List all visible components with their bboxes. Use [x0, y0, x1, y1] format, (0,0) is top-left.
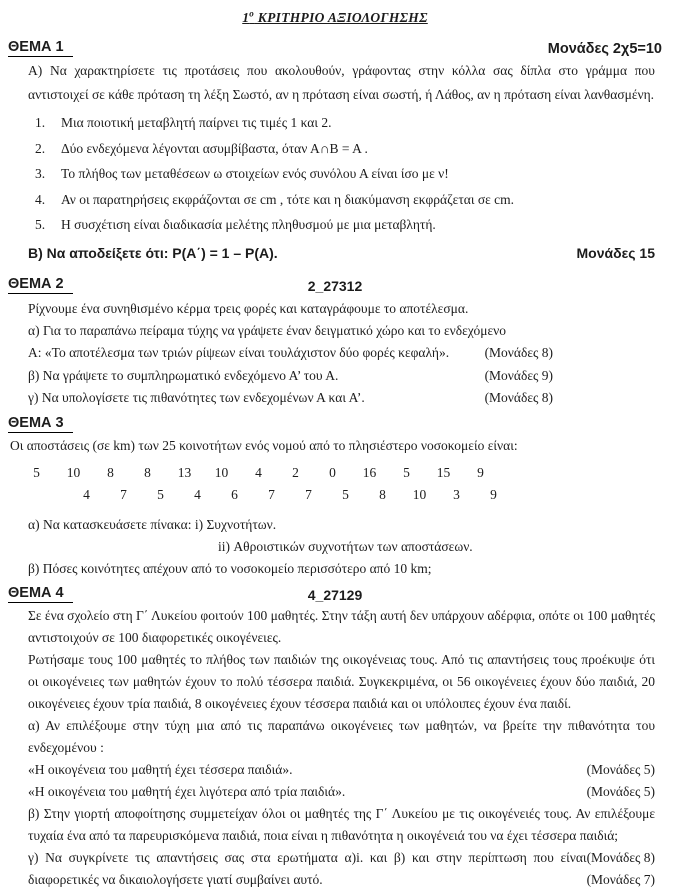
question-b-text: β) Στην γιορτή αποφοίτησης συμμετείχαν όλοι οι μαθητές της Γ΄ Λυκείου με τις οικογένειές τους. Αν επιλέξουμε τυχαία ένα από τα παρευρισκόμενα παιδιά, ποια είναι η πιθανότητα η οικογένειά του να έχει τέσσερα παιδιά; — [28, 805, 655, 843]
thema-1-part-b — [28, 243, 655, 263]
distance-value: 7 — [268, 486, 275, 502]
distance-value: 13 — [177, 464, 192, 480]
statement-text: Το πλήθος των μεταθέσεων ω στοιχείων ενός συνόλου Α είναι ίσο με ν! — [61, 166, 449, 181]
distance-value: 15 — [436, 464, 451, 480]
distance-value: 5 — [157, 486, 164, 502]
thema-2-heading: ΘΕΜΑ 2 — [8, 275, 73, 294]
question-a-ii: ii) Αθροιστικών συχνοτήτων των αποστάσεων. — [218, 538, 473, 554]
question-line — [28, 387, 655, 409]
question-text: γ) Να υπολογίσετε τις πιθανότητες των ενδεχομένων Α και Α’. — [28, 390, 365, 406]
statement-number: 2. — [35, 140, 46, 156]
statement-list — [35, 110, 662, 238]
thema-3-intro: Οι αποστάσεις (σε km) των 25 κοινοτήτων ενός νομού από το πλησιέστερο νοσοκομείο είναι: — [10, 437, 518, 453]
question-text: Ρίχνουμε ένα συνηθισμένο κέρμα τρεις φορές και καταγράφουμε το αποτέλεσμα. — [28, 300, 469, 316]
statement-text: Μια ποιοτική μεταβλητή παίρνει τις τιμές 1 και 2. — [61, 115, 332, 130]
doc-title-number: 1 — [242, 9, 250, 25]
statement-item — [35, 161, 662, 187]
thema-2-body — [28, 298, 655, 410]
question-a-intro: α) Αν επιλέξουμε στην τύχη μια από τις παραπάνω οικογένειες των μαθητών, να βρείτε την πιθανότητα του ενδεχομένου : — [28, 717, 655, 755]
event-marks: (Μονάδες 5) — [586, 761, 655, 777]
question-line — [28, 320, 655, 342]
statement-number: 4. — [35, 191, 46, 207]
thema-1-marks: Μονάδες 2χ5=10 — [547, 41, 662, 57]
distance-value: 9 — [477, 464, 484, 480]
distance-value: 5 — [342, 486, 349, 502]
event-text: «Η οικογένεια του μαθητή έχει λιγότερα από τρία παιδιά». — [28, 783, 346, 799]
distance-value: 6 — [231, 486, 238, 502]
distance-value: 2 — [292, 464, 299, 480]
distance-data-row-2 — [8, 484, 662, 506]
part-b-statement: Β) Να αποδείξετε ότι: P(Α΄) = 1 – P(A). — [28, 244, 278, 261]
distance-value: 0 — [329, 464, 336, 480]
thema-1-header — [8, 38, 662, 57]
question-c-marks: (Μονάδες 7) — [586, 871, 655, 887]
question-c — [28, 847, 655, 891]
question-marks: (Μονάδες 8) — [484, 345, 553, 361]
question-a: α) Να κατασκευάσετε πίνακα: i) Συχνοτήτων. — [28, 516, 277, 532]
statement-item — [35, 212, 662, 238]
distance-value: 10 — [412, 486, 427, 502]
distance-value: 5 — [33, 464, 40, 480]
thema-3-questions — [28, 514, 655, 580]
distance-value: 4 — [255, 464, 262, 480]
question-line — [28, 342, 655, 364]
doc-title — [8, 8, 662, 28]
event-marks: (Μονάδες 5) — [586, 783, 655, 799]
statement-item — [35, 136, 662, 162]
question-b-marks: (Μονάδες 8) — [586, 849, 655, 865]
distance-value: 7 — [120, 486, 127, 502]
distance-value: 8 — [144, 464, 151, 480]
thema-4-exercise-code: 4_27129 — [307, 586, 363, 603]
statement-text: Αν οι παρατηρήσεις εκφράζονται σε cm , τότε και η διακύμανση εκφράζεται σε cm. — [61, 191, 515, 207]
question-line — [28, 365, 655, 387]
thema-2-exercise-code: 2_27312 — [307, 277, 363, 294]
thema-2-header — [8, 275, 662, 294]
thema-4-header — [8, 584, 662, 603]
distance-value: 3 — [453, 486, 460, 502]
thema-3-header — [8, 414, 662, 433]
statement-item — [35, 110, 662, 136]
question-c-text: γ) Να συγκρίνετε τις απαντήσεις σας στα ερωτήματα α)i. και β) και στην περίπτωση που είναι διαφορετικές να δικαιολογήσετε γιατί συμβαίνει αυτό. — [28, 849, 587, 887]
distance-value: 10 — [214, 464, 229, 480]
thema-1-intro: Α) Να χαρακτηρίσετε τις προτάσεις που ακολουθούν, γράφοντας στην κόλλα σας δίπλα στο γράμμα που αντιστοιχεί σε κάθε πρόταση τη λέξη Σωστό, αν η πρόταση είναι σωστή, ή Λάθος, αν η πρόταση είναι λανθασμένη. — [28, 63, 655, 102]
distance-value: 4 — [194, 486, 201, 502]
doc-title-rest: ΚΡΙΤΗΡΙΟ ΑΞΙΟΛΟΓΗΣΗΣ — [254, 9, 428, 25]
event-line — [28, 781, 655, 803]
statement-number: 5. — [35, 217, 46, 232]
question-b: β) Πόσες κοινότητες απέχουν από το νοσοκομείο περισσότερο από 10 km; — [28, 560, 432, 576]
statement-number: 3. — [35, 166, 46, 181]
event-text: «Η οικογένεια του μαθητή έχει τέσσερα παιδιά». — [28, 761, 293, 777]
distance-value: 5 — [403, 464, 410, 480]
distance-value: 16 — [362, 464, 377, 480]
distance-value: 8 — [107, 464, 114, 480]
question-line — [28, 298, 655, 320]
question-b — [28, 803, 655, 865]
part-b-marks: Μονάδες 15 — [576, 244, 655, 261]
distance-value: 8 — [379, 486, 386, 502]
statement-text: Δύο ενδεχόμενα λέγονται ασυμβίβαστα, όταν Α∩Β = Α . — [61, 140, 368, 156]
question-marks: (Μονάδες 9) — [484, 367, 553, 383]
distance-value: 9 — [490, 486, 497, 502]
thema-1-heading: ΘΕΜΑ 1 — [8, 38, 73, 57]
statement-number: 1. — [35, 115, 46, 130]
thema-4-body — [28, 605, 655, 891]
question-text: α) Για το παραπάνω πείραμα τύχης να γράψετε έναν δειγματικό χώρο και το ενδεχόμενο — [28, 322, 506, 338]
statement-text: Η συσχέτιση είναι διαδικασία μελέτης πληθυσμού με μια μεταβλητή. — [61, 217, 436, 232]
distance-data-row-1 — [8, 462, 662, 484]
doc-title-text — [242, 10, 428, 25]
distance-value: 7 — [305, 486, 312, 502]
thema-3-heading: ΘΕΜΑ 3 — [8, 414, 73, 433]
statement-item — [35, 187, 662, 213]
paragraph: Ρωτήσαμε τους 100 μαθητές το πλήθος των παιδιών της οικογένειας τους. Από τις απαντήσεις τους προέκυψε ότι οι οικογένειες των μαθητών έχουν το πολύ τέσσερα παιδιά. Συγκεκριμένα, οι 56 οικογένειες έχουν δύο παιδιά, 20 οικογένειες έχουν τρία παιδιά, 8 οικογένειες έχουν τέσσερα παιδιά και οι υπόλοιπες έχουν ένα παιδί. — [28, 651, 655, 711]
distance-value: 10 — [66, 464, 81, 480]
thema-4-heading: ΘΕΜΑ 4 — [8, 584, 73, 603]
question-text: Α: «Το αποτέλεσμα των τριών ρίψεων είναι τουλάχιστον δύο φορές κεφαλή». — [28, 345, 450, 361]
question-text: β) Να γράψετε το συμπληρωματικό ενδεχόμενο Α’ του Α. — [28, 367, 339, 383]
distance-value: 4 — [83, 486, 90, 502]
event-line — [28, 759, 655, 781]
question-marks: (Μονάδες 8) — [484, 390, 553, 406]
paragraph: Σε ένα σχολείο στη Γ΄ Λυκείου φοιτούν 100 μαθητές. Στην τάξη αυτή δεν υπάρχουν αδέρφια, οπότε οι 100 μαθητές αντιστοιχούν σε 100 διαφορετικές οικογένειες. — [28, 607, 655, 645]
doc-title-superscript: ο — [249, 8, 255, 18]
